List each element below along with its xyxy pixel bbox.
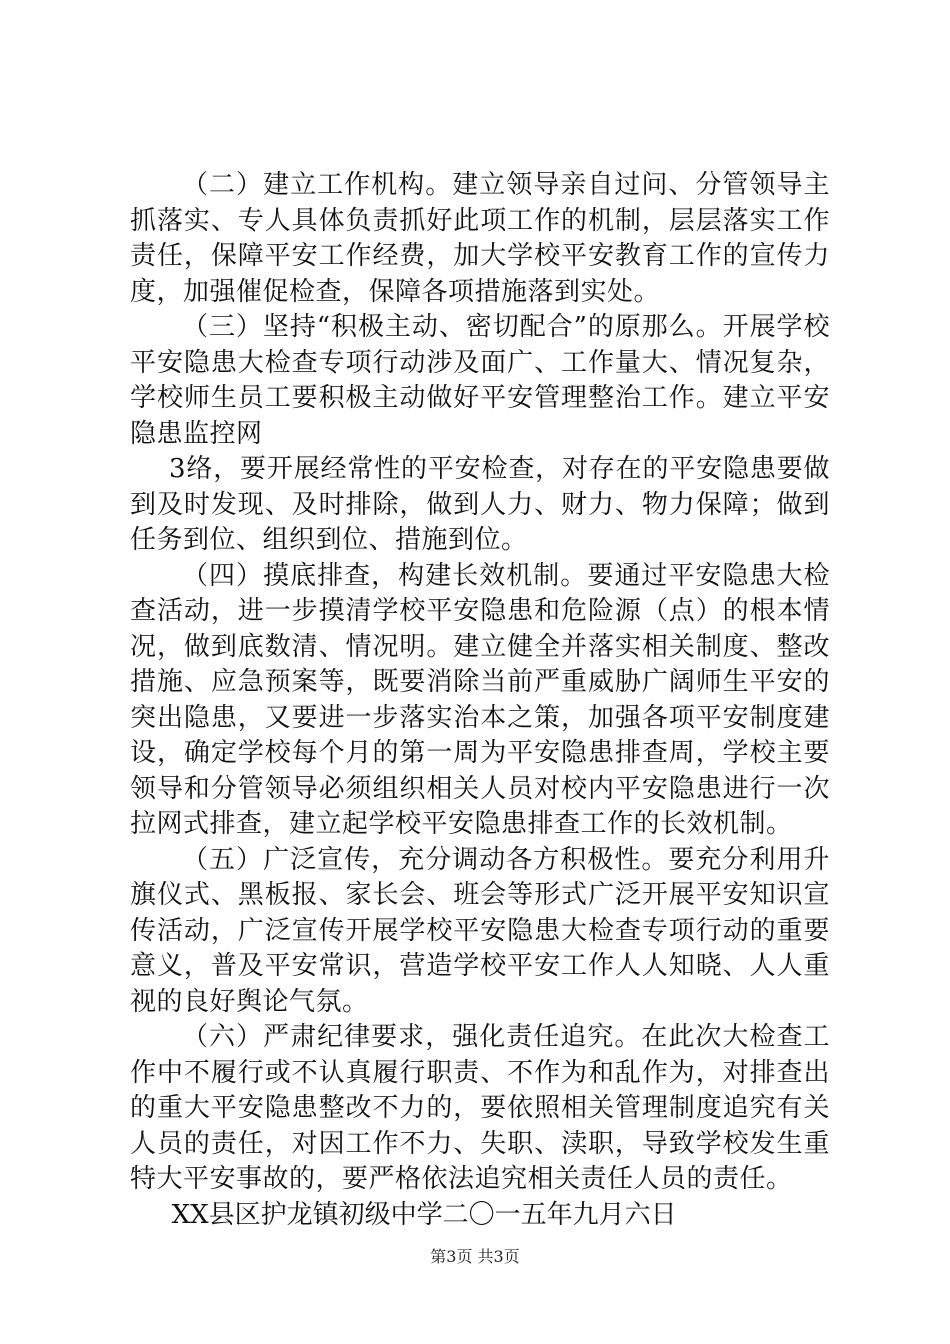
paragraph-discipline: （六）严肃纪律要求，强化责任追究。在此次大检查工作中不履行或不认真履行职责、不作为和乱作为，对排查出的重大平安隐患整改不力的，要依照相关管理制度追究有关人员的责任，对因工作不力、失职、渎职，导致学校发生重特大平安事故的，要严格依法追究相关责任人员的责任。 <box>130 1022 830 1194</box>
paragraph-network-continuation: 3络，要开展经常性的平安检查，对存在的平安隐患要做到及时发现、及时排除，做到人力、财力、物力保障；做到任务到位、组织到位、措施到位。 <box>130 454 830 555</box>
paragraph-work-organization: （二）建立工作机构。建立领导亲自过问、分管领导主抓落实、专人具体负责抓好此项工作的机制，层层落实工作责任，保障平安工作经费，加大学校平安教育工作的宣传力度，加强催促检查，保障各项措施落到实处。 <box>130 170 830 307</box>
paragraph-investigation: （四）摸底排查，构建长效机制。要通过平安隐患大检查活动，进一步摸清学校平安隐患和危险源（点）的根本情况，做到底数清、情况明。建立健全并落实相关制度、整改措施、应急预案等，既要消除当前严重威胁广阔师生平安的突出隐患，又要进一步落实治本之策，加强各项平安制度建设，确定学校每个月的第一周为平安隐患排查周，学校主要领导和分管领导必须组织相关人员对校内平安隐患进行一次拉网式排查，建立起学校平安隐患排查工作的长效机制。 <box>130 560 830 839</box>
paragraph-publicity: （五）广泛宣传，充分调动各方积极性。要充分利用升旗仪式、黑板报、家长会、班会等形式广泛开展平安知识宣传活动，广泛宣传开展学校平安隐患大检查专项行动的重要意义，普及平安常识，营造学校平安工作人人知晓、人人重视的良好舆论气氛。 <box>130 844 830 1017</box>
page-footer: 第3页 共3页 <box>430 1247 520 1266</box>
document-body <box>130 168 830 1233</box>
paragraph-principle: （三）坚持“积极主动、密切配合”的原那么。开展学校平安隐患大检查专项行动涉及面广、工作量大、情况复杂，学校师生员工要积极主动做好平安管理整治工作。建立平安隐患监控网 <box>130 312 830 449</box>
signature-line: XX县区护龙镇初级中学二〇一五年九月六日 <box>171 1199 677 1230</box>
